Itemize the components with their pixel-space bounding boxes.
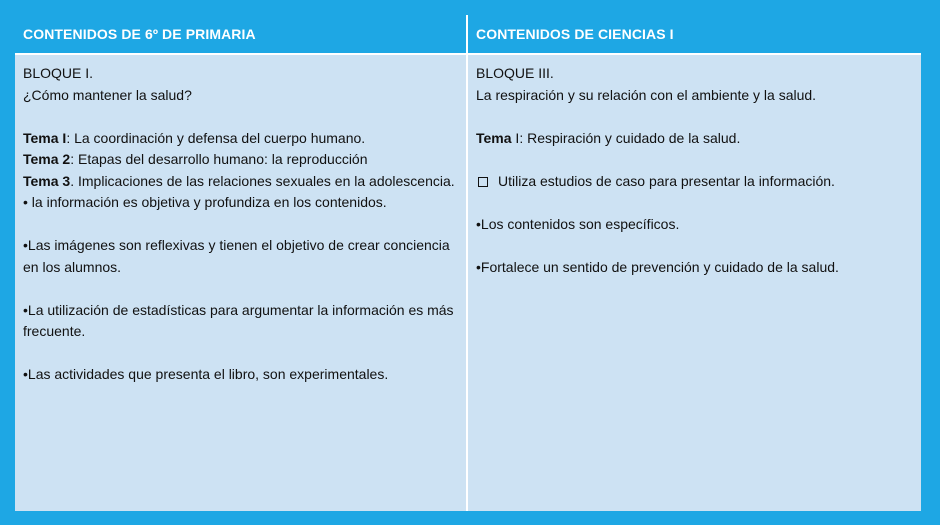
content-comparison-table [15,15,921,511]
tema-1-label: Tema I [23,129,67,146]
tema-1-text: : La coordinación y defensa del cuerpo humano. [66,129,366,146]
bloque-subtitle: La respiración y su relación con el ambiente y la salud. [476,86,817,103]
bullet-actividades: •Las actividades que presenta el libro, son experimentales. [23,366,389,382]
bloque-label: BLOQUE I. [23,65,94,81]
tema-1 [476,128,913,150]
tema-3-label: Tema 3 [23,172,71,189]
bullet-prevencion: •Fortalece un sentido de prevención y cuidado de la salud. [476,258,839,275]
tema-2 [23,149,458,171]
tema-2-text: : Etapas del desarrollo humano: la reproducción [70,151,368,167]
tema-1 [23,128,458,150]
bloque-label: BLOQUE III. [476,65,554,81]
cell-ciencias-i [468,53,921,511]
bullet-imagenes: •Las imágenes son reflexivas y tienen el objetivo de crear conciencia en los alumnos. [23,237,450,275]
header-sexto-primaria: CONTENIDOS DE 6º DE PRIMARIA [15,15,468,53]
bullet-info-objetiva: • la información es objetiva y profundiza en los contenidos. [23,194,387,210]
tema-3 [23,171,458,193]
tema-2-label: Tema 2 [23,151,71,167]
tema-1-text: I: Respiración y cuidado de la salud. [511,129,741,146]
tema-3-text: . Implicaciones de las relaciones sexuales en la adolescencia. [70,172,455,189]
cell-sexto-primaria [15,53,468,511]
bloque-question: ¿Cómo mantener la salud? [23,86,192,103]
tema-1-label: Tema [476,129,512,146]
header-ciencias-i: CONTENIDOS DE CIENCIAS I [468,15,921,53]
bullet-contenidos: •Los contenidos son específicos. [476,215,680,232]
checkbox-item [476,171,913,193]
bullet-estadisticas: •La utilización de estadísticas para argumentar la información es más frecuente. [23,301,454,339]
checkbox-item-text: Utiliza estudios de caso para presentar la información. [498,172,835,189]
checkbox-icon [478,177,488,187]
